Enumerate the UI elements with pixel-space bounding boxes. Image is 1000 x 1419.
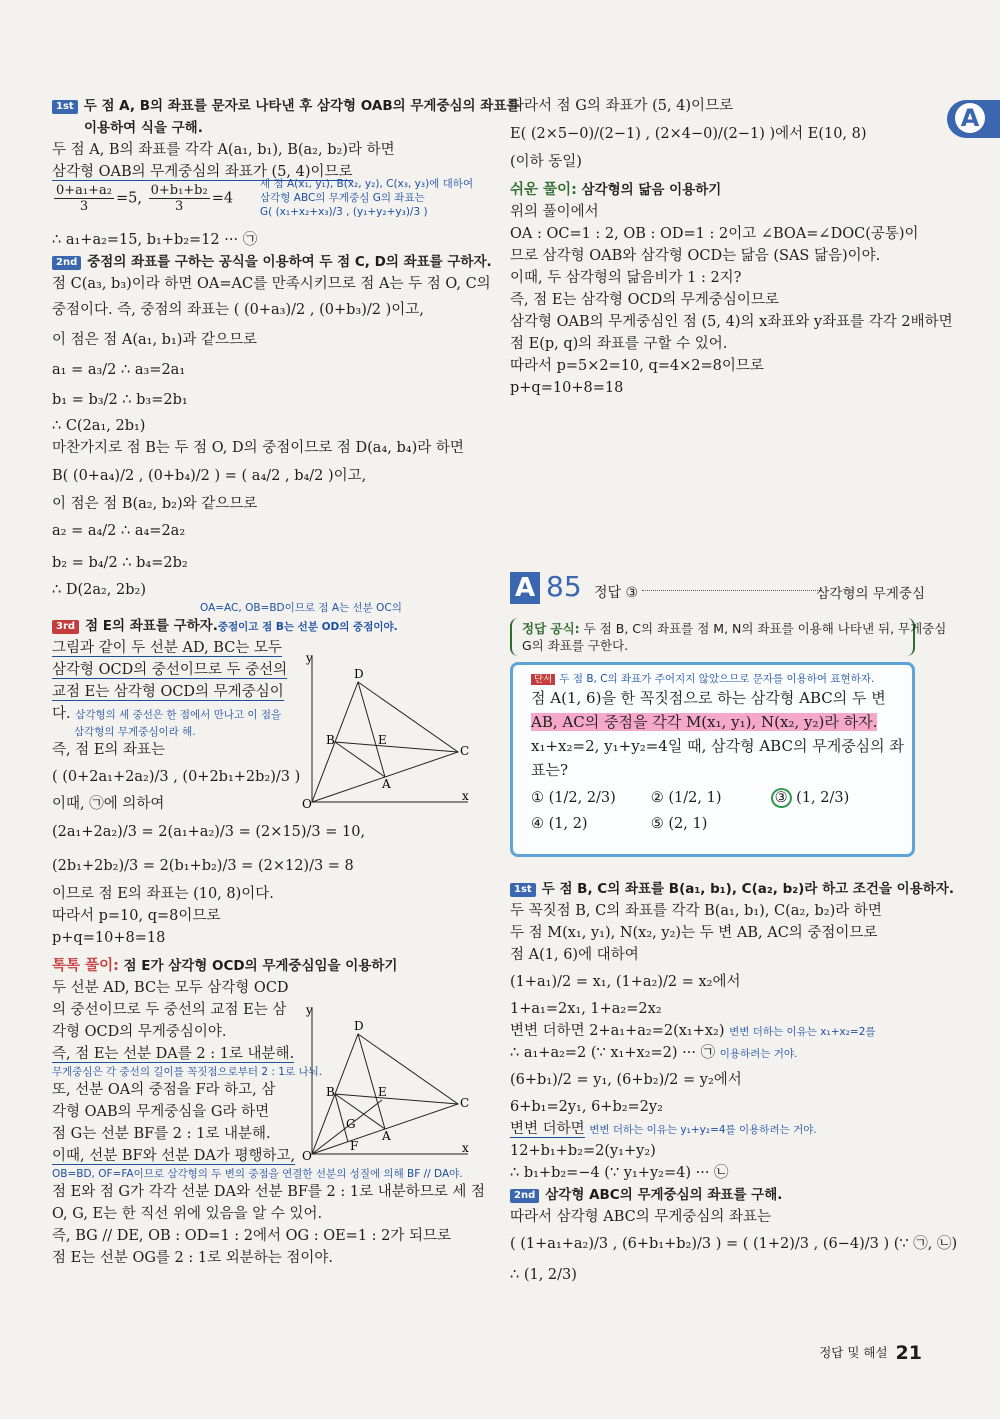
text-line: a₂ = a₄/2 ∴ a₄=2a₂ bbox=[52, 523, 186, 539]
text-line: 따라서 p=5×2=10, q=4×2=8이므로 bbox=[510, 358, 764, 374]
text-line: 또, 선분 OA의 중점을 F라 하고, 삼 bbox=[52, 1082, 276, 1098]
text-line: 마찬가지로 점 B는 두 점 O, D의 중점이므로 점 D(a₄, b₄)라 하면 bbox=[52, 440, 464, 456]
text-line: 즉, 점 E의 좌표는 bbox=[52, 742, 166, 758]
side-note: 삼각형의 무게중심이라 해. bbox=[74, 726, 196, 738]
text-line: ∴ C(2a₁, 2b₁) bbox=[52, 418, 146, 434]
segment-ad bbox=[358, 682, 385, 777]
label-x: x bbox=[462, 1141, 469, 1155]
text-line: 각형 OAB의 무게중심을 G라 하면 bbox=[52, 1104, 270, 1120]
text-line: a₁ = a₃/2 ∴ a₃=2a₁ bbox=[52, 362, 186, 378]
label-y: y bbox=[306, 1004, 313, 1017]
clue-tag: 단서 두 점 B, C의 좌표가 주어지지 않았으므로 문자를 이용하여 표현하자. bbox=[531, 671, 894, 686]
text-line-underlined: 즉, 점 E는 선분 DA를 2 : 1로 내분해. bbox=[52, 1046, 295, 1062]
answer-badge: A bbox=[510, 572, 540, 604]
choice-list bbox=[531, 790, 894, 842]
label-a: A bbox=[382, 777, 391, 791]
text-line-underlined: 삼각형 OAB의 무게중심의 좌표가 (5, 4)이므로 bbox=[52, 164, 353, 180]
choice-1[interactable]: ① (1/2, 2/3) bbox=[531, 790, 616, 806]
text-line: (2a₁+2a₂)/3 = 2(a₁+a₂)/3 = (2×15)/3 = 10, bbox=[52, 824, 366, 840]
key-formula: 정답 공식: 두 점 B, C의 좌표를 점 M, N의 좌표를 이용해 나타낸 뒤, 무게중심 G의 좌표를 구한다. bbox=[510, 618, 915, 656]
text-line: (2b₁+2b₂)/3 = 2(b₁+b₂)/3 = (2×12)/3 = 8 bbox=[52, 858, 354, 874]
text-line: (1+a₁)/2 = x₁, (1+a₂)/2 = x₂에서 bbox=[510, 974, 741, 990]
tok-heading: 톡톡 풀이: 점 E가 삼각형 OCD의 무게중심임을 이용하기 bbox=[52, 958, 398, 974]
right-column-lower bbox=[510, 878, 958, 1290]
side-note: OA=AC, OB=BD이므로 점 A는 선분 OC의 bbox=[200, 602, 402, 614]
text-line: ∴ a₁+a₂=15, b₁+b₂=12 ··· ㉠ bbox=[52, 232, 258, 248]
label-c: C bbox=[460, 744, 470, 758]
label-b: B bbox=[326, 1085, 335, 1099]
text-line: 두 점 M(x₁, y₁), N(x₂, y₂)는 두 변 AB, AC의 중점이므로 bbox=[510, 925, 878, 941]
segment-ab bbox=[335, 742, 385, 777]
text-line-underlined: 이때, 선분 BF와 선분 DA가 평행하고, bbox=[52, 1148, 296, 1164]
step2-heading: 2nd 삼각형 ABC의 무게중심의 좌표를 구해. bbox=[510, 1184, 925, 1206]
text-line: 위의 풀이에서 bbox=[510, 204, 599, 220]
step2-heading: 2nd 중점의 좌표를 구하는 공식을 이용하여 두 점 C, D의 좌표를 구하자. bbox=[52, 251, 477, 273]
text-line: 따라서 점 G의 좌표가 (5, 4)이므로 bbox=[510, 98, 734, 114]
problem-number: 85 bbox=[546, 570, 582, 603]
text-line: 6+b₁=2y₁, 6+b₂=2y₂ bbox=[510, 1099, 663, 1115]
label-g: G bbox=[346, 1117, 356, 1131]
easy-heading: 쉬운 풀이: 삼각형의 닮음 이용하기 bbox=[510, 182, 722, 198]
choice-4[interactable]: ④ (1, 2) bbox=[531, 816, 588, 832]
label-d: D bbox=[354, 667, 364, 681]
text-line: 이때, ㉠에 의하여 bbox=[52, 796, 165, 812]
text-line: 두 꼭짓점 B, C의 좌표를 각각 B(a₁, b₁), C(a₂, b₂)라 하면 bbox=[510, 903, 882, 919]
equation-row: $\frac{\text{0+a₁+a₂}}{3}$ =5, $\frac{\text{0+b₁+b₂}}{3}$ =4 세 점 A(x₁, y₁), B(x₂, y₂), C(x₃, y₃)에 대하여 삼각형 ABC의 무게중심 G의 좌표는 G( (x₁+x₂+x₃)/3 , (y₁+y₂+y₃)/3 ) bbox=[52, 183, 477, 229]
segment-ab bbox=[335, 1094, 385, 1129]
text-line: 다. 삼각형의 세 중선은 한 점에서 만나고 이 점을 bbox=[52, 706, 282, 722]
text-line: B( (0+a₄)/2 , (0+b₄)/2 ) = ( a₄/2 , b₄/2 )이고, bbox=[52, 468, 367, 484]
page-footer bbox=[819, 1342, 922, 1364]
label-c: C bbox=[460, 1096, 470, 1110]
text-line: p+q=10+8=18 bbox=[510, 380, 624, 396]
text-line: ( (0+2a₁+2a₂)/3 , (0+2b₁+2b₂)/3 ) bbox=[52, 769, 301, 785]
text-line-underlined: 삼각형 OCD의 중선이므로 두 중선의 bbox=[52, 662, 288, 678]
label-o: O bbox=[302, 797, 312, 810]
segment-bc bbox=[335, 1094, 458, 1104]
choice-2[interactable]: ② (1/2, 1) bbox=[650, 790, 722, 806]
label-d: D bbox=[354, 1019, 364, 1033]
text-line: E( (2×5−0)/(2−1) , (2×4−0)/(2−1) )에서 E(10, 8) bbox=[510, 126, 867, 142]
text-line: 이 점은 점 A(a₁, b₁)과 같으므로 bbox=[52, 332, 258, 348]
text-line-underlined: 교점 E는 삼각형 OCD의 무게중심이 bbox=[52, 684, 284, 700]
text-line: 따라서 삼각형 ABC의 무게중심의 좌표는 bbox=[510, 1209, 772, 1225]
text-line: 점 C(a₃, b₃)이라 하면 OA=AC를 만족시키므로 점 A는 두 점 O, C의 bbox=[52, 276, 491, 292]
text-line: 이 점은 점 B(a₂, b₂)와 같으므로 bbox=[52, 496, 258, 512]
text-line: ∴ b₁+b₂=−4 (∵ y₁+y₂=4) ··· ㉡ bbox=[510, 1165, 729, 1181]
text-line: b₁ = b₃/2 ∴ b₃=2b₁ bbox=[52, 392, 188, 408]
step1-heading: 1st 두 점 B, C의 좌표를 B(a₁, b₁), C(a₂, b₂)라 하고 조건을 이용하자. bbox=[510, 878, 925, 900]
text-line: ∴ D(2a₂, 2b₂) bbox=[52, 582, 146, 598]
text-line: b₂ = b₄/2 ∴ b₄=2b₂ bbox=[52, 555, 188, 571]
page-number: 21 bbox=[895, 1342, 922, 1364]
text-line: ∴ a₁+a₂=2 (∵ x₁+x₂=2) ··· ㉠ 이용하려는 거야. bbox=[510, 1045, 798, 1061]
text-line: 점 E는 선분 OG를 2 : 1로 외분하는 점이야. bbox=[52, 1250, 333, 1266]
text-line: (6+b₁)/2 = y₁, (6+b₂)/2 = y₂에서 bbox=[510, 1072, 742, 1088]
step1-heading: 1st 두 점 A, B의 좌표를 문자로 나타낸 후 삼각형 OAB의 무게중심의 좌표를 bbox=[52, 95, 477, 117]
text-line: 이므로 점 E의 좌표는 (10, 8)이다. bbox=[52, 886, 274, 902]
label-e: E bbox=[378, 1085, 387, 1099]
text-line: p+q=10+8=18 bbox=[52, 930, 166, 946]
text-line: OA : OC=1 : 2, OB : OD=1 : 2이고 ∠BOA=∠DOC(공통)이 bbox=[510, 226, 919, 242]
problem-box bbox=[510, 662, 915, 857]
fraction: $\frac{\text{0+b₁+b₂}}{3}$ bbox=[150, 183, 208, 214]
text-line: 두 점 A, B의 좌표를 각각 A(a₁, b₁), B(a₂, b₂)라 하면 bbox=[52, 142, 395, 158]
text-line: 변변 더하면 2+a₁+a₂=2(x₁+x₂) 변변 더하는 이유는 x₁+x₂=2를 bbox=[510, 1023, 876, 1039]
label-y: y bbox=[306, 652, 313, 665]
side-note: 무게중심은 각 중선의 길이를 꼭짓점으로부터 2 : 1로 나눠. bbox=[52, 1066, 323, 1078]
text-line: 두 선분 AD, BC는 모두 삼각형 OCD bbox=[52, 980, 289, 996]
text-line: 즉, 점 E는 삼각형 OCD의 무게중심이므로 bbox=[510, 292, 779, 308]
text-line: (이하 동일) bbox=[510, 154, 582, 170]
step3-heading: 3rd 점 E의 좌표를 구하자.중점이고 점 B는 선분 OD의 중점이야. bbox=[52, 615, 477, 637]
label-b: B bbox=[326, 733, 335, 747]
side-note: OB=BD, OF=FA이므로 삼각형의 두 변의 중점을 연결한 선분의 성질에 의해 BF // DA야. bbox=[52, 1168, 463, 1180]
label-o: O bbox=[302, 1149, 312, 1163]
right-column-upper bbox=[510, 95, 953, 399]
segment-bc bbox=[335, 742, 458, 752]
triangle-figure-2 bbox=[292, 1004, 472, 1164]
text-line: 점 G는 선분 BF를 2 : 1로 내분해. bbox=[52, 1126, 271, 1142]
text-line: 변변 더하면 변변 더하는 이유는 y₁+y₂=4를 이용하려는 거야. bbox=[510, 1121, 817, 1137]
problem-text: AB, AC의 중점을 각각 M(x₁, y₁), N(x₂, y₂)라 하자. bbox=[531, 713, 878, 731]
text-line: 1+a₁=2x₁, 1+a₂=2x₂ bbox=[510, 1001, 662, 1017]
text-line: O, G, E는 한 직선 위에 있음을 알 수 있어. bbox=[52, 1206, 323, 1222]
fraction: $\frac{\text{0+a₁+a₂}}{3}$ bbox=[56, 183, 112, 214]
text-line: 12+b₁+b₂=2(y₁+y₂) bbox=[510, 1143, 656, 1159]
text-line: 점 E(p, q)의 좌표를 구할 수 있어. bbox=[510, 336, 728, 352]
dotted-leader bbox=[642, 590, 822, 591]
side-tab-letter: A bbox=[955, 103, 985, 133]
text-line: 점 E와 점 G가 각각 선분 DA와 선분 BF를 2 : 1로 내분하므로 세 점 bbox=[52, 1184, 485, 1200]
label-x: x bbox=[462, 789, 469, 803]
label-a: A bbox=[382, 1129, 391, 1143]
text-line: 므로 삼각형 OAB와 삼각형 OCD는 닮음 (SAS 닮음)이야. bbox=[510, 248, 881, 264]
side-note: 세 점 A(x₁, y₁), B(x₂, y₂), C(x₃, y₃)에 대하여 삼각형 ABC의 무게중심 G의 좌표는 G( (x₁+x₂+x₃)/3 , (y₁+y₂+y₃)/3 ) bbox=[260, 178, 474, 218]
text-line: 중점이다. 즉, 중점의 좌표는 ( (0+a₃)/2 , (0+b₃)/2 )이고, bbox=[52, 302, 424, 318]
text-line: 각형 OCD의 무게중심이야. bbox=[52, 1024, 227, 1040]
problem-text: 표는? bbox=[531, 761, 569, 779]
text-line: 의 중선이므로 두 중선의 교점 E는 삼 bbox=[52, 1002, 287, 1018]
label-e: E bbox=[378, 733, 387, 747]
triangle-figure-1 bbox=[292, 652, 472, 810]
problem-text: x₁+x₂=2, y₁+y₂=4일 때, 삼각형 ABC의 무게중심의 좌 bbox=[531, 737, 904, 755]
choice-5[interactable]: ⑤ (2, 1) bbox=[650, 816, 708, 832]
text-line: 따라서 p=10, q=8이므로 bbox=[52, 908, 221, 924]
text-line: 삼각형 OAB의 무게중심인 점 (5, 4)의 x좌표와 y좌표를 각각 2배하면 bbox=[510, 314, 953, 330]
answer-topic: 삼각형의 무게중심 bbox=[816, 586, 925, 602]
answer-header bbox=[510, 570, 925, 610]
answer-label: 정답 ③ bbox=[594, 585, 639, 601]
problem-text: 점 A(1, 6)을 한 꼭짓점으로 하는 삼각형 ABC의 두 변 bbox=[531, 689, 886, 707]
text-line: ( (1+a₁+a₂)/3 , (6+b₁+b₂)/3 ) = ( (1+2)/3 , (6−4)/3 ) (∵ ㉠, ㉡) bbox=[510, 1236, 958, 1252]
footer-label: 정답 및 해설 bbox=[819, 1345, 888, 1360]
text-line: 이때, 두 삼각형의 닮음비가 1 : 2지? bbox=[510, 270, 742, 286]
step1-heading-cont: 이용하여 식을 구해. bbox=[84, 120, 203, 136]
choice-3-correct[interactable]: ③ (1, 2/3) bbox=[771, 790, 891, 806]
text-line: 점 A(1, 6)에 대하여 bbox=[510, 947, 639, 963]
section-side-tab[interactable] bbox=[947, 100, 1000, 138]
label-f: F bbox=[350, 1139, 359, 1153]
text-line-underlined: 그림과 같이 두 선분 AD, BC는 모두 bbox=[52, 640, 282, 656]
segment-ad bbox=[358, 1034, 385, 1129]
text-line: 즉, BG // DE, OB : OD=1 : 2에서 OG : OE=1 : 2가 되므로 bbox=[52, 1228, 452, 1244]
text-line: ∴ (1, 2/3) bbox=[510, 1267, 577, 1283]
